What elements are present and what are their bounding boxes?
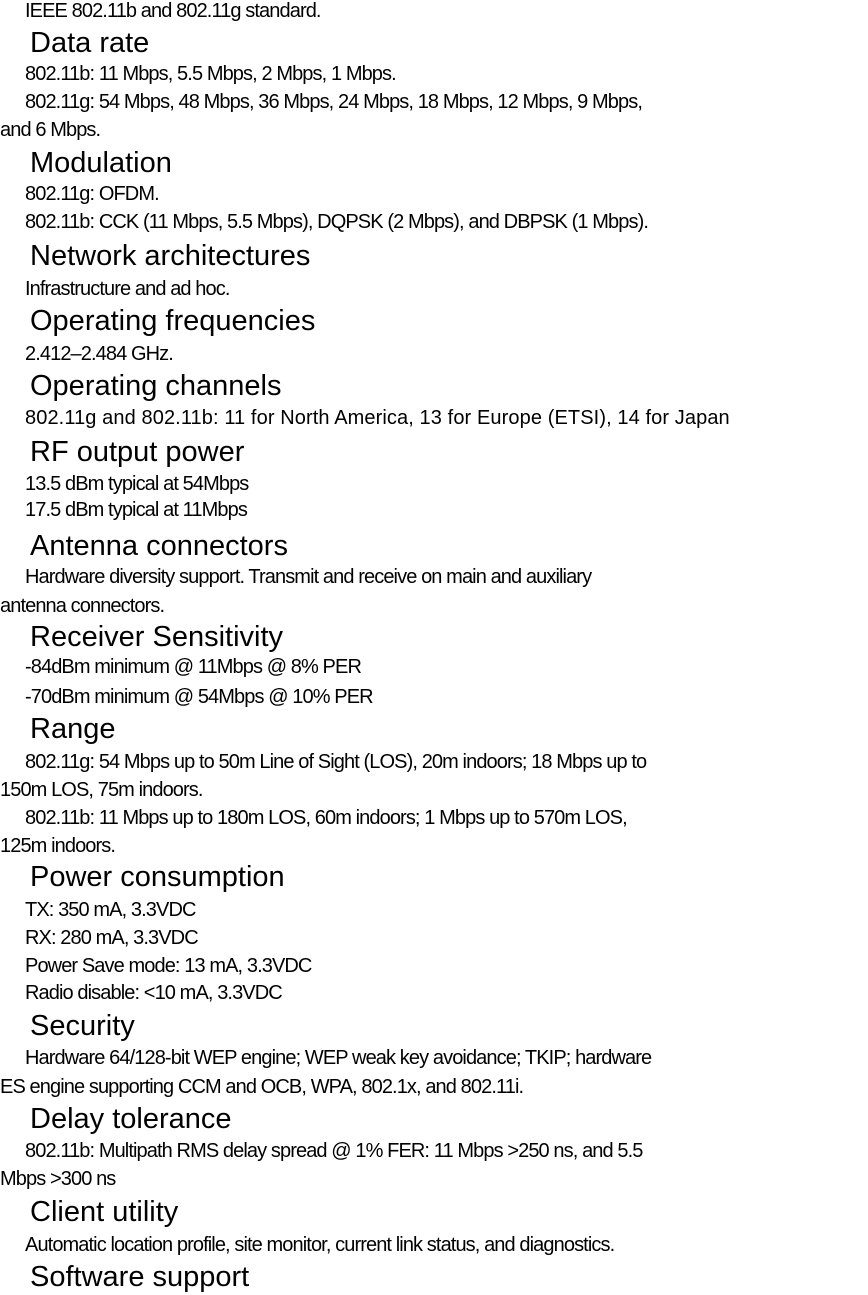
security-line-2: ES engine supporting CCM and OCB, WPA, 802.1x, and 802.11i.: [0, 1076, 524, 1098]
heading-modulation: Modulation: [30, 147, 172, 179]
delay-tolerance-line-1: 802.11b: Multipath RMS delay spread @ 1% FER: 11 Mbps >250 ns, and 5.5: [25, 1140, 643, 1162]
operating-frequencies-line-1: 2.412–2.484 GHz.: [25, 343, 173, 365]
heading-software-support: Software support: [30, 1261, 250, 1293]
data-rate-line-3: and 6 Mbps.: [0, 119, 101, 141]
data-rate-line-2: 802.11g: 54 Mbps, 48 Mbps, 36 Mbps, 24 Mbps, 18 Mbps, 12 Mbps, 9 Mbps,: [25, 91, 643, 113]
heading-antenna-connectors: Antenna connectors: [30, 530, 288, 562]
delay-tolerance-line-2: Mbps >300 ns: [0, 1168, 116, 1190]
range-line-4: 125m indoors.: [0, 835, 116, 857]
heading-rf-output-power: RF output power: [30, 436, 245, 468]
operating-channels-line-1: 802.11g and 802.11b: 11 for North America, 13 for Europe (ETSI), 14 for Japan: [25, 407, 730, 429]
heading-power-consumption: Power consumption: [30, 861, 285, 893]
rf-output-power-line-2: 17.5 dBm typical at 11Mbps: [25, 499, 247, 521]
antenna-connectors-line-2: antenna connectors.: [0, 595, 165, 617]
modulation-line-1: 802.11g: OFDM.: [25, 183, 159, 205]
modulation-line-2: 802.11b: CCK (11 Mbps, 5.5 Mbps), DQPSK (2 Mbps), and DBPSK (1 Mbps).: [25, 211, 648, 233]
power-consumption-line-4: Radio disable: <10 mA, 3.3VDC: [25, 982, 282, 1004]
power-consumption-line-1: TX: 350 mA, 3.3VDC: [25, 899, 196, 921]
heading-delay-tolerance: Delay tolerance: [30, 1103, 232, 1135]
heading-data-rate: Data rate: [30, 27, 150, 59]
heading-operating-channels: Operating channels: [30, 370, 282, 402]
power-consumption-line-3: Power Save mode: 13 mA, 3.3VDC: [25, 955, 312, 977]
range-line-1: 802.11g: 54 Mbps up to 50m Line of Sight (LOS), 20m indoors; 18 Mbps up to: [25, 751, 647, 773]
range-line-2: 150m LOS, 75m indoors.: [0, 779, 203, 801]
receiver-sensitivity-line-2: -70dBm minimum @ 54Mbps @ 10% PER: [25, 686, 373, 708]
data-rate-line-1: 802.11b: 11 Mbps, 5.5 Mbps, 2 Mbps, 1 Mbps.: [25, 63, 396, 85]
range-line-3: 802.11b: 11 Mbps up to 180m LOS, 60m indoors; 1 Mbps up to 570m LOS,: [25, 807, 627, 829]
heading-range: Range: [30, 713, 116, 745]
receiver-sensitivity-line-1: -84dBm minimum @ 11Mbps @ 8% PER: [25, 656, 361, 678]
heading-network-architectures: Network architectures: [30, 240, 311, 272]
network-architectures-line-1: Infrastructure and ad hoc.: [25, 278, 230, 300]
client-utility-line-1: Automatic location profile, site monitor, current link status, and diagnostics.: [25, 1234, 615, 1256]
heading-operating-frequencies: Operating frequencies: [30, 305, 316, 337]
heading-receiver-sensitivity: Receiver Sensitivity: [30, 621, 284, 653]
security-line-1: Hardware 64/128-bit WEP engine; WEP weak key avoidance; TKIP; hardware: [25, 1047, 652, 1069]
intro-line: IEEE 802.11b and 802.11g standard.: [25, 0, 321, 22]
antenna-connectors-line-1: Hardware diversity support. Transmit and receive on main and auxiliary: [25, 566, 592, 588]
power-consumption-line-2: RX: 280 mA, 3.3VDC: [25, 927, 198, 949]
rf-output-power-line-1: 13.5 dBm typical at 54Mbps: [25, 473, 249, 495]
heading-security: Security: [30, 1010, 135, 1042]
heading-client-utility: Client utility: [30, 1196, 179, 1228]
